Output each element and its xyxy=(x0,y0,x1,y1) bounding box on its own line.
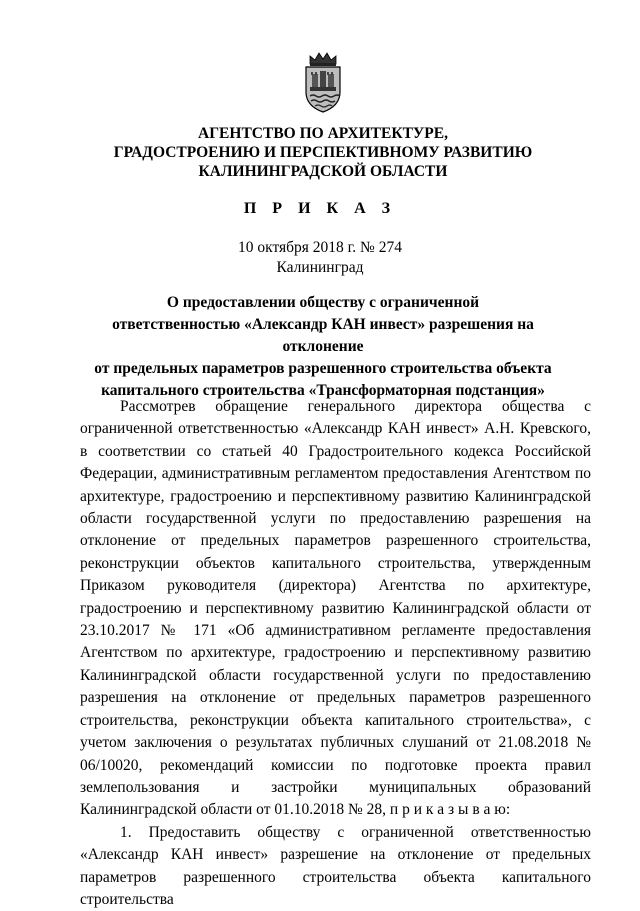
order-subject xyxy=(80,292,566,402)
agency-line-1: АГЕНТСТВО ПО АРХИТЕКТУРЕ, xyxy=(198,125,448,142)
order-body xyxy=(80,396,591,911)
order-date-number: 10 октября 2018 г. № 274 xyxy=(238,239,402,256)
agency-line-2: ГРАДОСТРОЕНИЮ И ПЕРСПЕКТИВНОМУ РАЗВИТИЮ xyxy=(113,144,533,161)
body-paragraph-1: Рассмотрев обращение генерального директора общества с ограниченной ответственностью «Александр КАН инвест» А.Н. Кревского, в соответствии со статьей 40 Градостроительного кодекса Российской Федерации, административным регламентом предоставления Агентством по архитектуре, градостроению и перспективному развитию Калининградской области государственной услуги по предоставлению разрешения на отклонение от предельных параметров разрешенного строительства, реконструкции объектов капитального строительства, утвержденным Приказом руководителя (директора) Агентства по архитектуре, градостроению и перспективному развитию Калининградской области от 23.10.2017 № 171 «Об административном регламенте предоставления Агентством по архитектуре, градостроению и перспективному развитию Калининградской области государственной услуги по предоставлению разрешения на отклонение от предельных параметров разрешенного строительства, реконструкции объекта капитального строительства», с учетом заключения о результатах публичных слушаний от 21.08.2018 № 06/10020, рекомендаций комиссии по подготовке проекта правил землепользования и застройки муниципальных образований Калининградской области от 01.10.2018 № 28, п р и к а з ы в а ю: xyxy=(80,398,591,819)
agency-line-3: КАЛИНИНГРАДСКОЙ ОБЛАСТИ xyxy=(198,163,448,180)
order-title: П Р И К А З xyxy=(243,200,397,217)
kaliningrad-coat-of-arms-icon xyxy=(298,50,348,114)
subject-line-3: от предельных параметров разрешенного строительства объекта xyxy=(94,360,552,377)
subject-line-2: ответственностью «Александр КАН инвест» разрешения на отклонение xyxy=(112,316,534,355)
agency-name xyxy=(80,124,566,181)
body-paragraph-2: 1. Предоставить обществу с ограниченной ответственностью «Александр КАН инвест» разрешение на отклонение от предельных параметров разрешенного строительства объекта капитального строительства xyxy=(80,823,591,908)
order-city: Калининград xyxy=(276,259,364,276)
subject-line-1: О предоставлении обществу с ограниченной xyxy=(166,294,480,311)
subject-line-4: капитального строительства «Трансформаторная подстанция» xyxy=(101,382,545,399)
